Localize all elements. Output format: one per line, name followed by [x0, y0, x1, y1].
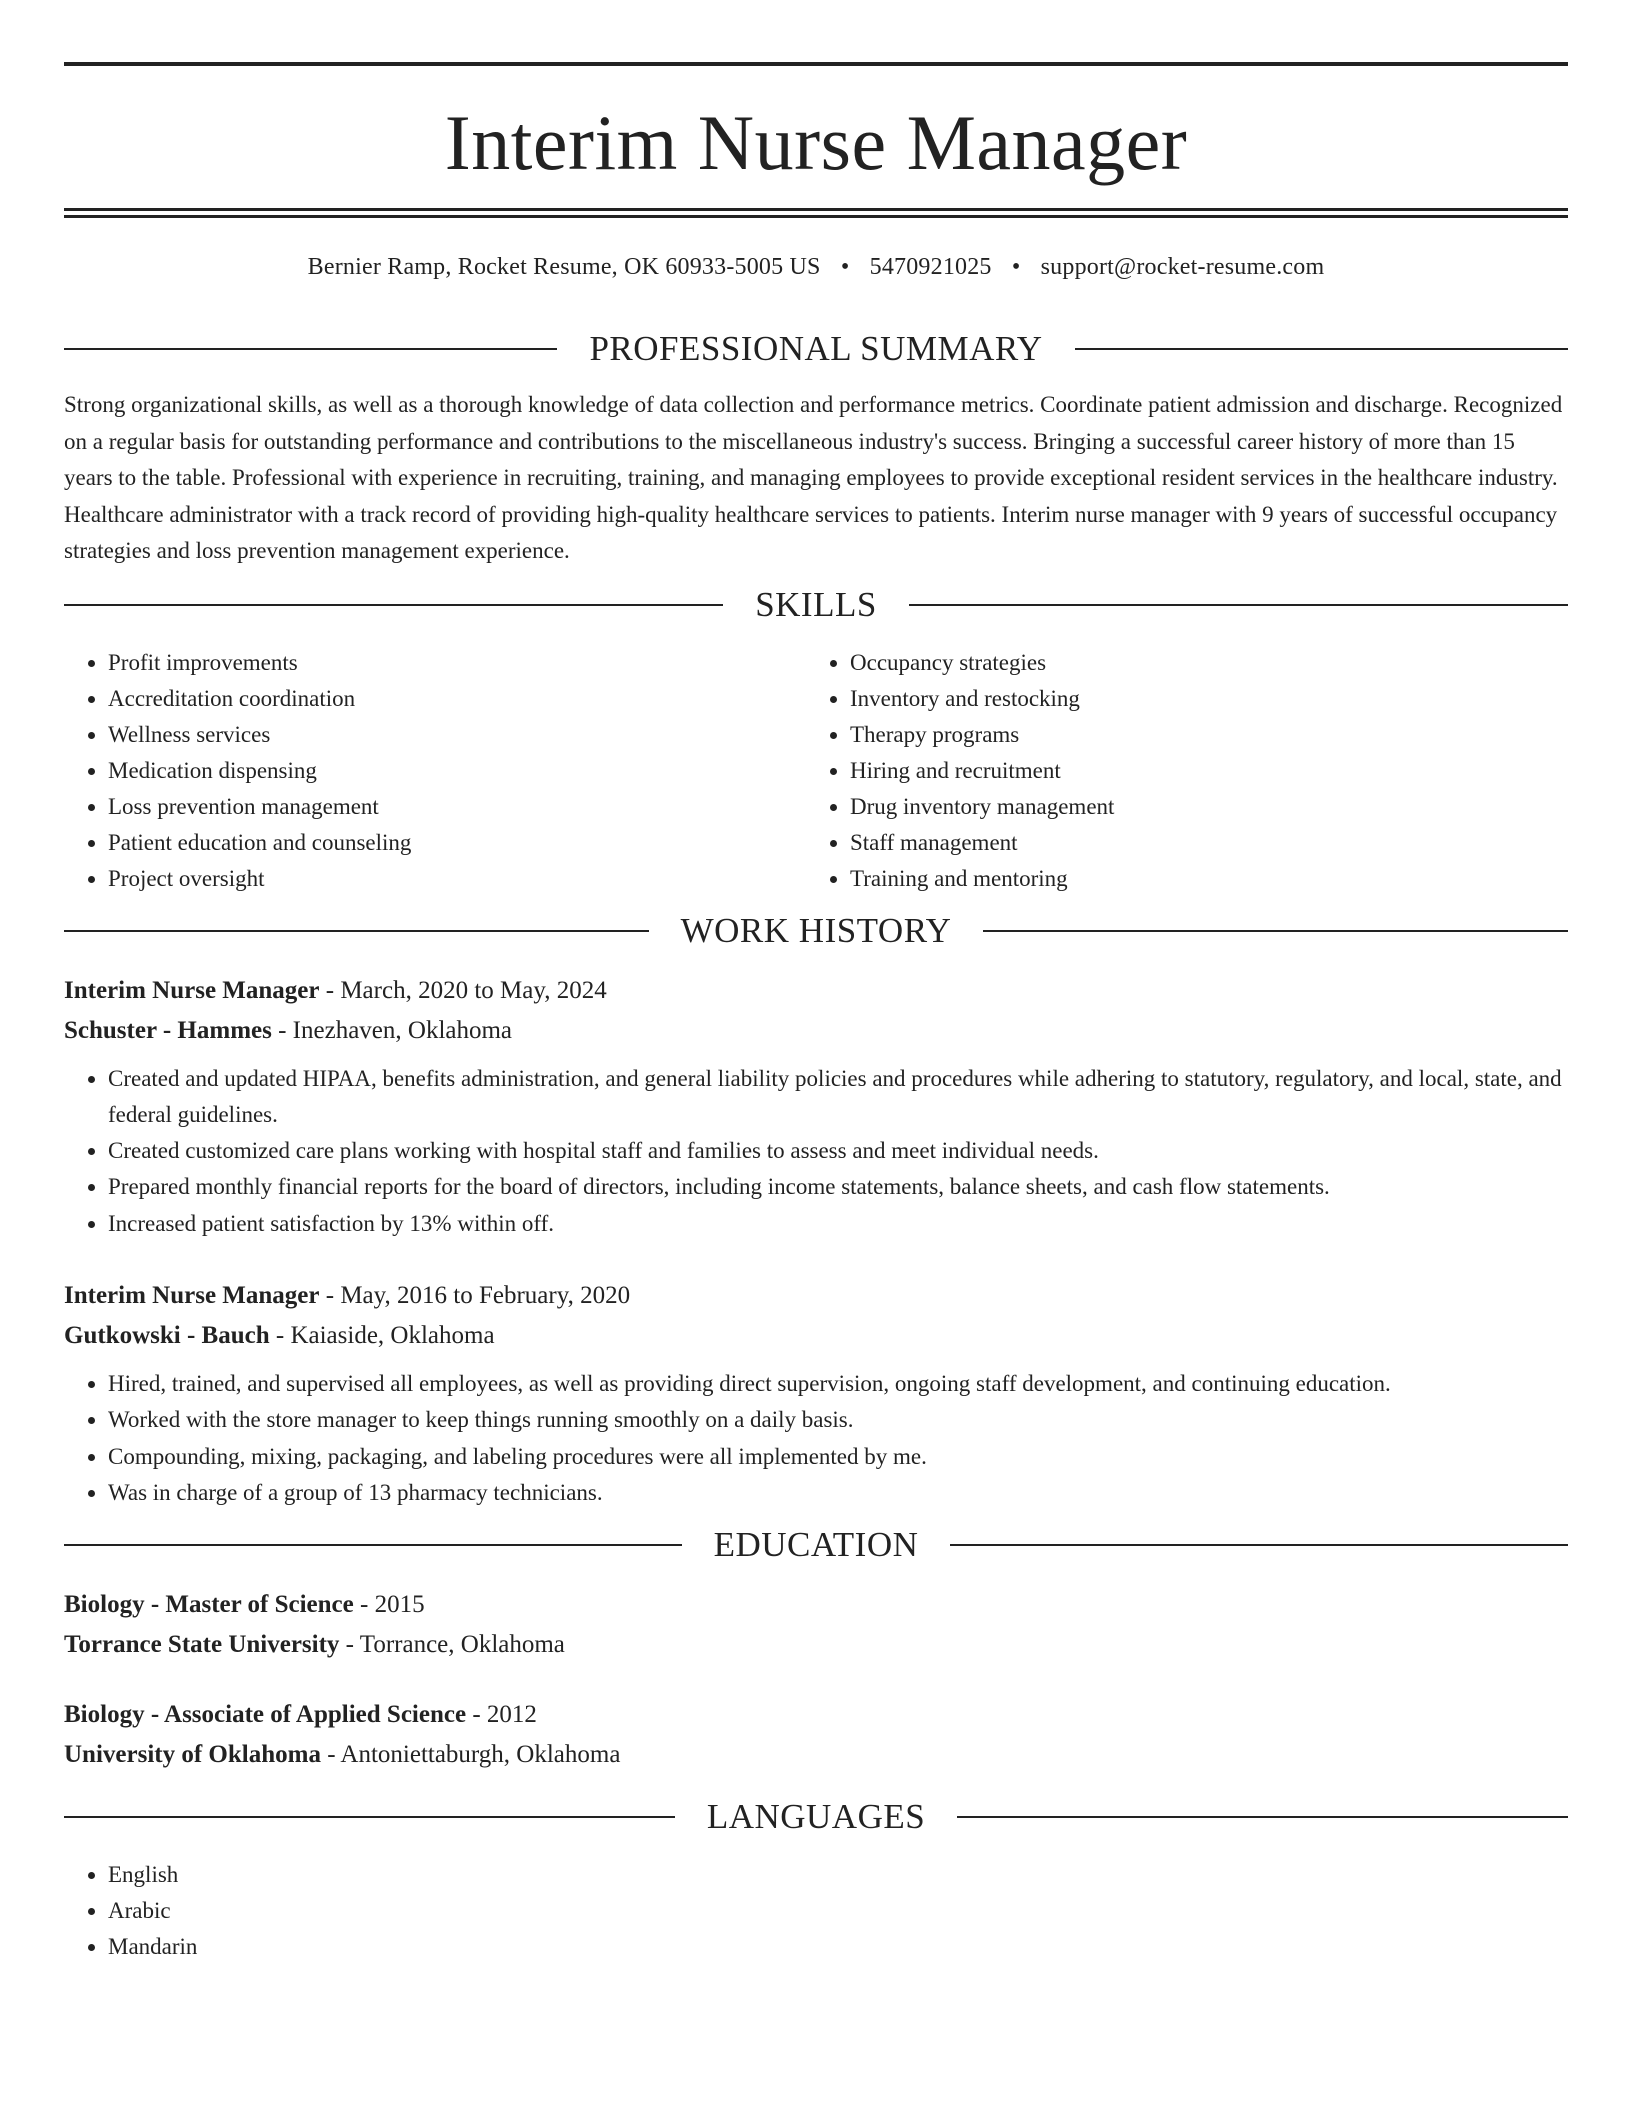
heading-rule-left — [64, 604, 723, 606]
heading-rule-right — [1075, 348, 1568, 350]
job-title-line — [64, 971, 1568, 1011]
education-location: - Antoniettaburgh, Oklahoma — [320, 1741, 621, 1769]
education-school: University of Oklahoma — [64, 1741, 321, 1769]
education-school-line — [64, 1625, 1568, 1665]
skill-item: • Medication dispensing — [108, 753, 806, 789]
job-company: Schuster - Hammes — [64, 1016, 272, 1044]
skill-item: • Patient education and counseling — [108, 825, 806, 861]
skill-item: • Therapy programs — [850, 717, 1548, 753]
job-bullet: • Prepared monthly financial reports for the board of directors, including income statements, balance sheets, and cash flow statements. — [108, 1169, 1568, 1205]
job-bullet: • Created customized care plans working with hospital staff and families to assess and meet individual needs. — [108, 1133, 1568, 1169]
work-history — [64, 971, 1568, 1512]
contact-phone: 5470921025 — [869, 254, 992, 280]
heading-rule-left — [64, 1816, 675, 1818]
job-title: Interim Nurse Manager — [64, 1281, 320, 1309]
skill-item: • Inventory and restocking — [850, 681, 1548, 717]
contact-separator: • — [840, 254, 850, 280]
job-location: - Inezhaven, Oklahoma — [271, 1016, 513, 1044]
job-bullets — [64, 1366, 1568, 1511]
languages-heading-title: LANGUAGES — [706, 1797, 926, 1837]
education-heading-title: EDUCATION — [713, 1525, 919, 1565]
education-degree: Biology - Master of Science — [64, 1591, 354, 1619]
education-heading — [64, 1525, 1568, 1565]
education-degree-line — [64, 1585, 1568, 1625]
skill-item: • Hiring and recruitment — [850, 753, 1548, 789]
job-entry — [64, 1276, 1568, 1511]
skills-column-right — [806, 645, 1548, 897]
summary-text: Strong organizational skills, as well as a thorough knowledge of data collection and performance metrics. Coordinate patient admission and discharge. Recognized on a regular basis for outstanding performance and contributions to the miscellaneous industry's success. Bringing a successful career history of more than 15 years to the table. Professional with experience in recruiting, training, and managing employees to provide exceptional resident services in the healthcare industry. Healthcare administrator with a track record of providing high-quality healthcare services to patients. Interim nurse manager with 9 years of successful occupancy strategies and loss prevention management experience. — [64, 392, 1563, 563]
job-bullet: • Was in charge of a group of 13 pharmacy technicians. — [108, 1475, 1568, 1511]
education-entry — [64, 1695, 1568, 1775]
skill-item: • Training and mentoring — [850, 861, 1548, 897]
education-year: - 2015 — [353, 1591, 425, 1619]
contact-email: support@rocket-resume.com — [1040, 254, 1325, 280]
skills-list — [64, 645, 1568, 897]
language-item: • Arabic — [108, 1893, 1568, 1929]
job-location: - Kaiaside, Oklahoma — [269, 1321, 495, 1349]
contact-line — [64, 251, 1568, 283]
summary-heading-title: PROFESSIONAL SUMMARY — [589, 329, 1043, 368]
education-degree-line — [64, 1695, 1568, 1735]
skill-item: • Accreditation coordination — [108, 681, 806, 717]
summary-heading — [64, 329, 1568, 369]
heading-rule-right — [957, 1816, 1568, 1818]
job-entry — [64, 971, 1568, 1242]
heading-rule-right — [950, 1544, 1568, 1546]
job-bullet: • Hired, trained, and supervised all employees, as well as providing direct supervision, ongoing staff development, and continuing education. — [108, 1366, 1568, 1402]
skill-item: • Loss prevention management — [108, 789, 806, 825]
job-title-line — [64, 1276, 1568, 1316]
education-degree: Biology - Associate of Applied Science — [64, 1701, 467, 1729]
job-bullet: • Worked with the store manager to keep things running smoothly on a daily basis. — [108, 1402, 1568, 1438]
candidate-name: Interim Nurse Manager — [444, 99, 1188, 186]
top-rule — [64, 62, 1568, 66]
skill-item: • Occupancy strategies — [850, 645, 1548, 681]
education-year: - 2012 — [466, 1701, 537, 1729]
skill-item: • Drug inventory management — [850, 789, 1548, 825]
heading-rule-left — [64, 348, 557, 350]
skill-item: • Project oversight — [108, 861, 806, 897]
education-entry — [64, 1585, 1568, 1665]
skill-item: • Staff management — [850, 825, 1548, 861]
job-company-line — [64, 1011, 1568, 1051]
education-location: - Torrance, Oklahoma — [339, 1631, 565, 1659]
skill-item: • Wellness services — [108, 717, 806, 753]
work-heading-title: WORK HISTORY — [680, 910, 952, 950]
heading-rule-left — [64, 1544, 682, 1546]
job-company-line — [64, 1316, 1568, 1356]
job-dates: - May, 2016 to February, 2020 — [319, 1281, 631, 1309]
skills-column-left — [64, 645, 806, 897]
job-bullets — [64, 1061, 1568, 1242]
skill-item: • Profit improvements — [108, 645, 806, 681]
languages-heading — [64, 1797, 1568, 1837]
job-dates: - March, 2020 to May, 2024 — [319, 976, 607, 1004]
education-school-line — [64, 1735, 1568, 1775]
contact-separator: • — [1011, 254, 1021, 280]
job-bullet: • Increased patient satisfaction by 13% within off. — [108, 1206, 1568, 1242]
skills-heading-title: SKILLS — [755, 584, 877, 624]
name-double-rule — [64, 208, 1568, 218]
heading-rule-right — [909, 604, 1568, 606]
language-item: • English — [108, 1857, 1568, 1893]
job-bullet: • Compounding, mixing, packaging, and labeling procedures were all implemented by me. — [108, 1439, 1568, 1475]
heading-rule-left — [64, 930, 649, 932]
job-company: Gutkowski - Bauch — [64, 1321, 270, 1349]
job-title: Interim Nurse Manager — [64, 976, 320, 1004]
languages-list — [64, 1857, 1568, 1965]
heading-rule-right — [983, 930, 1568, 932]
skills-heading — [64, 585, 1568, 625]
work-heading — [64, 911, 1568, 951]
language-item: • Mandarin — [108, 1929, 1568, 1965]
education-school: Torrance State University — [64, 1631, 340, 1659]
contact-address: Bernier Ramp, Rocket Resume, OK 60933-5005 US — [307, 254, 821, 280]
job-bullet: • Created and updated HIPAA, benefits administration, and general liability policies and procedures while adhering to statutory, regulatory, and local, state, and federal guidelines. — [108, 1061, 1568, 1134]
